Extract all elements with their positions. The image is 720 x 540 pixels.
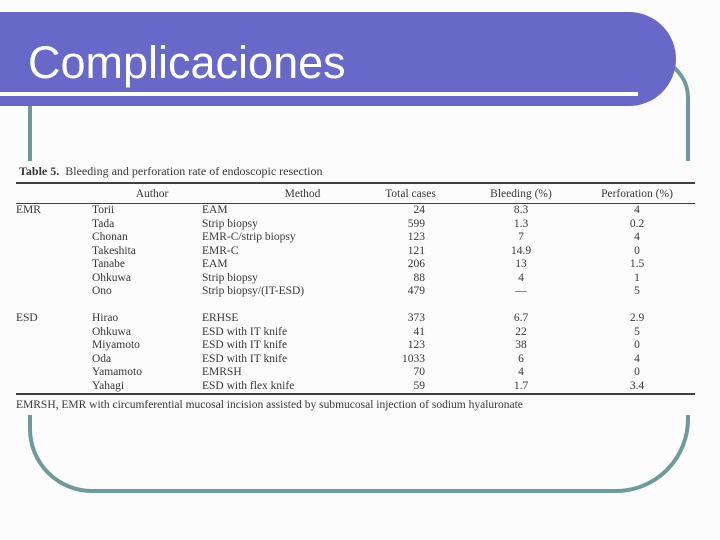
cell-author: Ohkuwa: [92, 325, 131, 338]
cell-method: Strip biopsy: [202, 271, 258, 284]
cell-bleeding: 6.7: [513, 312, 529, 324]
cell-group: [16, 326, 92, 340]
cell-author: Takeshita: [92, 244, 136, 257]
table-row: [16, 231, 695, 245]
cell-group: [16, 245, 92, 259]
table-caption: [19, 164, 706, 178]
table-row: [16, 245, 695, 259]
table-row: [16, 339, 695, 353]
cell-perforation: 3.4: [629, 379, 645, 392]
cell-author: Ono: [92, 285, 112, 297]
cell-bleeding: 4: [518, 271, 524, 284]
cell-method: ESD with IT knife: [202, 325, 288, 338]
table-footnote: EMRSH, EMR with circumferential mucosal incision assisted by submucosal injection of sodium hyaluronate: [16, 399, 523, 411]
table-row: [16, 218, 695, 232]
cell-total-cases: 206: [407, 258, 425, 270]
cell-bleeding: 13: [515, 258, 527, 270]
cell-method: EAM: [202, 258, 228, 270]
column-header-method: Method: [202, 183, 358, 204]
cell-method: Strip biopsy: [202, 217, 258, 230]
cell-perforation: 2.9: [629, 312, 645, 324]
table-row: [16, 353, 695, 367]
cell-method: EMRSH: [202, 366, 242, 378]
cell-total-cases: 479: [407, 285, 425, 297]
cell-group: [16, 218, 92, 232]
cell-perforation: 4: [634, 231, 640, 243]
table-row: [16, 272, 695, 286]
cell-bleeding: —: [515, 285, 527, 297]
cell-method: ESD with IT knife: [202, 352, 288, 365]
table-header-row: [16, 183, 695, 204]
table-row: [16, 326, 695, 340]
cell-total-cases: 123: [407, 339, 425, 351]
title-bar: [0, 12, 676, 106]
cell-bleeding: 7: [518, 231, 524, 243]
cell-bleeding: 38: [515, 339, 527, 351]
table-row: [16, 285, 695, 299]
cell-author: Yamamoto: [92, 366, 142, 378]
cell-bleeding: 8.3: [513, 204, 529, 216]
cell-group: [16, 272, 92, 286]
cell-author: Hirao: [92, 312, 119, 324]
group-spacer-row: [16, 299, 695, 313]
column-header-bleeding: Bleeding (%): [463, 183, 579, 204]
cell-method: ESD with IT knife: [202, 339, 288, 351]
cell-author: Tada: [92, 217, 115, 230]
cell-group: [16, 380, 92, 395]
column-header-group: [16, 183, 92, 204]
cell-author: Yahagi: [92, 379, 125, 392]
cell-bleeding: 14.9: [510, 244, 532, 257]
cell-perforation: 5: [634, 325, 640, 338]
cell-perforation: 0: [634, 244, 640, 257]
cell-group: ESD: [16, 312, 38, 324]
cell-group: [16, 366, 92, 380]
cell-total-cases: 70: [413, 366, 425, 378]
cell-method: EMR-C/strip biopsy: [202, 231, 296, 243]
cell-bleeding: 22: [515, 325, 527, 338]
table-row: [16, 258, 695, 272]
cell-perforation: 4: [634, 204, 640, 216]
table-caption-label: Table 5.: [19, 164, 60, 178]
column-header-author: Author: [92, 183, 202, 204]
cell-perforation: 4: [634, 352, 640, 365]
table-row: [16, 204, 695, 218]
cell-method: ERHSE: [202, 312, 239, 324]
cell-author: Miyamoto: [92, 339, 140, 351]
cell-perforation: 0.2: [629, 217, 645, 230]
cell-method: EAM: [202, 204, 228, 216]
cell-perforation: 0: [634, 339, 640, 351]
cell-perforation: 0: [634, 366, 640, 378]
cell-group: [16, 258, 92, 272]
table-figure: [6, 161, 706, 415]
cell-group: [16, 339, 92, 353]
table-row: [16, 380, 695, 395]
cell-perforation: 5: [634, 285, 640, 297]
cell-total-cases: 121: [407, 244, 425, 257]
cell-bleeding: 6: [518, 352, 524, 365]
cell-author: Oda: [92, 352, 112, 365]
cell-total-cases: 88: [413, 271, 425, 284]
cell-bleeding: 4: [518, 366, 524, 378]
cell-total-cases: 599: [407, 217, 425, 230]
cell-perforation: 1.5: [629, 258, 645, 270]
table-row: [16, 312, 695, 326]
cell-total-cases: 1033: [402, 352, 425, 365]
column-header-perforation: Perforation (%): [579, 183, 695, 204]
cell-author: Chonan: [92, 231, 128, 243]
slide-title: Complicaciones: [28, 37, 346, 88]
cell-author: Ohkuwa: [92, 271, 131, 284]
data-table: [16, 182, 695, 395]
cell-group: EMR: [16, 204, 41, 216]
table-caption-text: Bleeding and perforation rate of endoscopic resection: [65, 164, 323, 178]
cell-bleeding: 1.7: [513, 379, 529, 392]
cell-author: Tanabe: [92, 258, 126, 270]
column-header-total-cases: Total cases: [358, 183, 463, 204]
cell-total-cases: 373: [407, 312, 425, 324]
cell-group: [16, 231, 92, 245]
cell-perforation: 1: [634, 271, 640, 284]
cell-author: Torii: [92, 204, 115, 216]
cell-method: ESD with flex knife: [202, 379, 295, 392]
cell-bleeding: 1.3: [513, 217, 529, 230]
table-row: [16, 366, 695, 380]
cell-method: Strip biopsy/(IT-ESD): [202, 285, 305, 297]
title-underline: [0, 92, 638, 96]
cell-total-cases: 123: [407, 231, 425, 243]
cell-total-cases: 41: [413, 325, 425, 338]
cell-group: [16, 353, 92, 367]
cell-method: EMR-C: [202, 244, 239, 257]
cell-group: [16, 285, 92, 299]
cell-total-cases: 59: [413, 379, 425, 392]
cell-total-cases: 24: [413, 204, 425, 216]
